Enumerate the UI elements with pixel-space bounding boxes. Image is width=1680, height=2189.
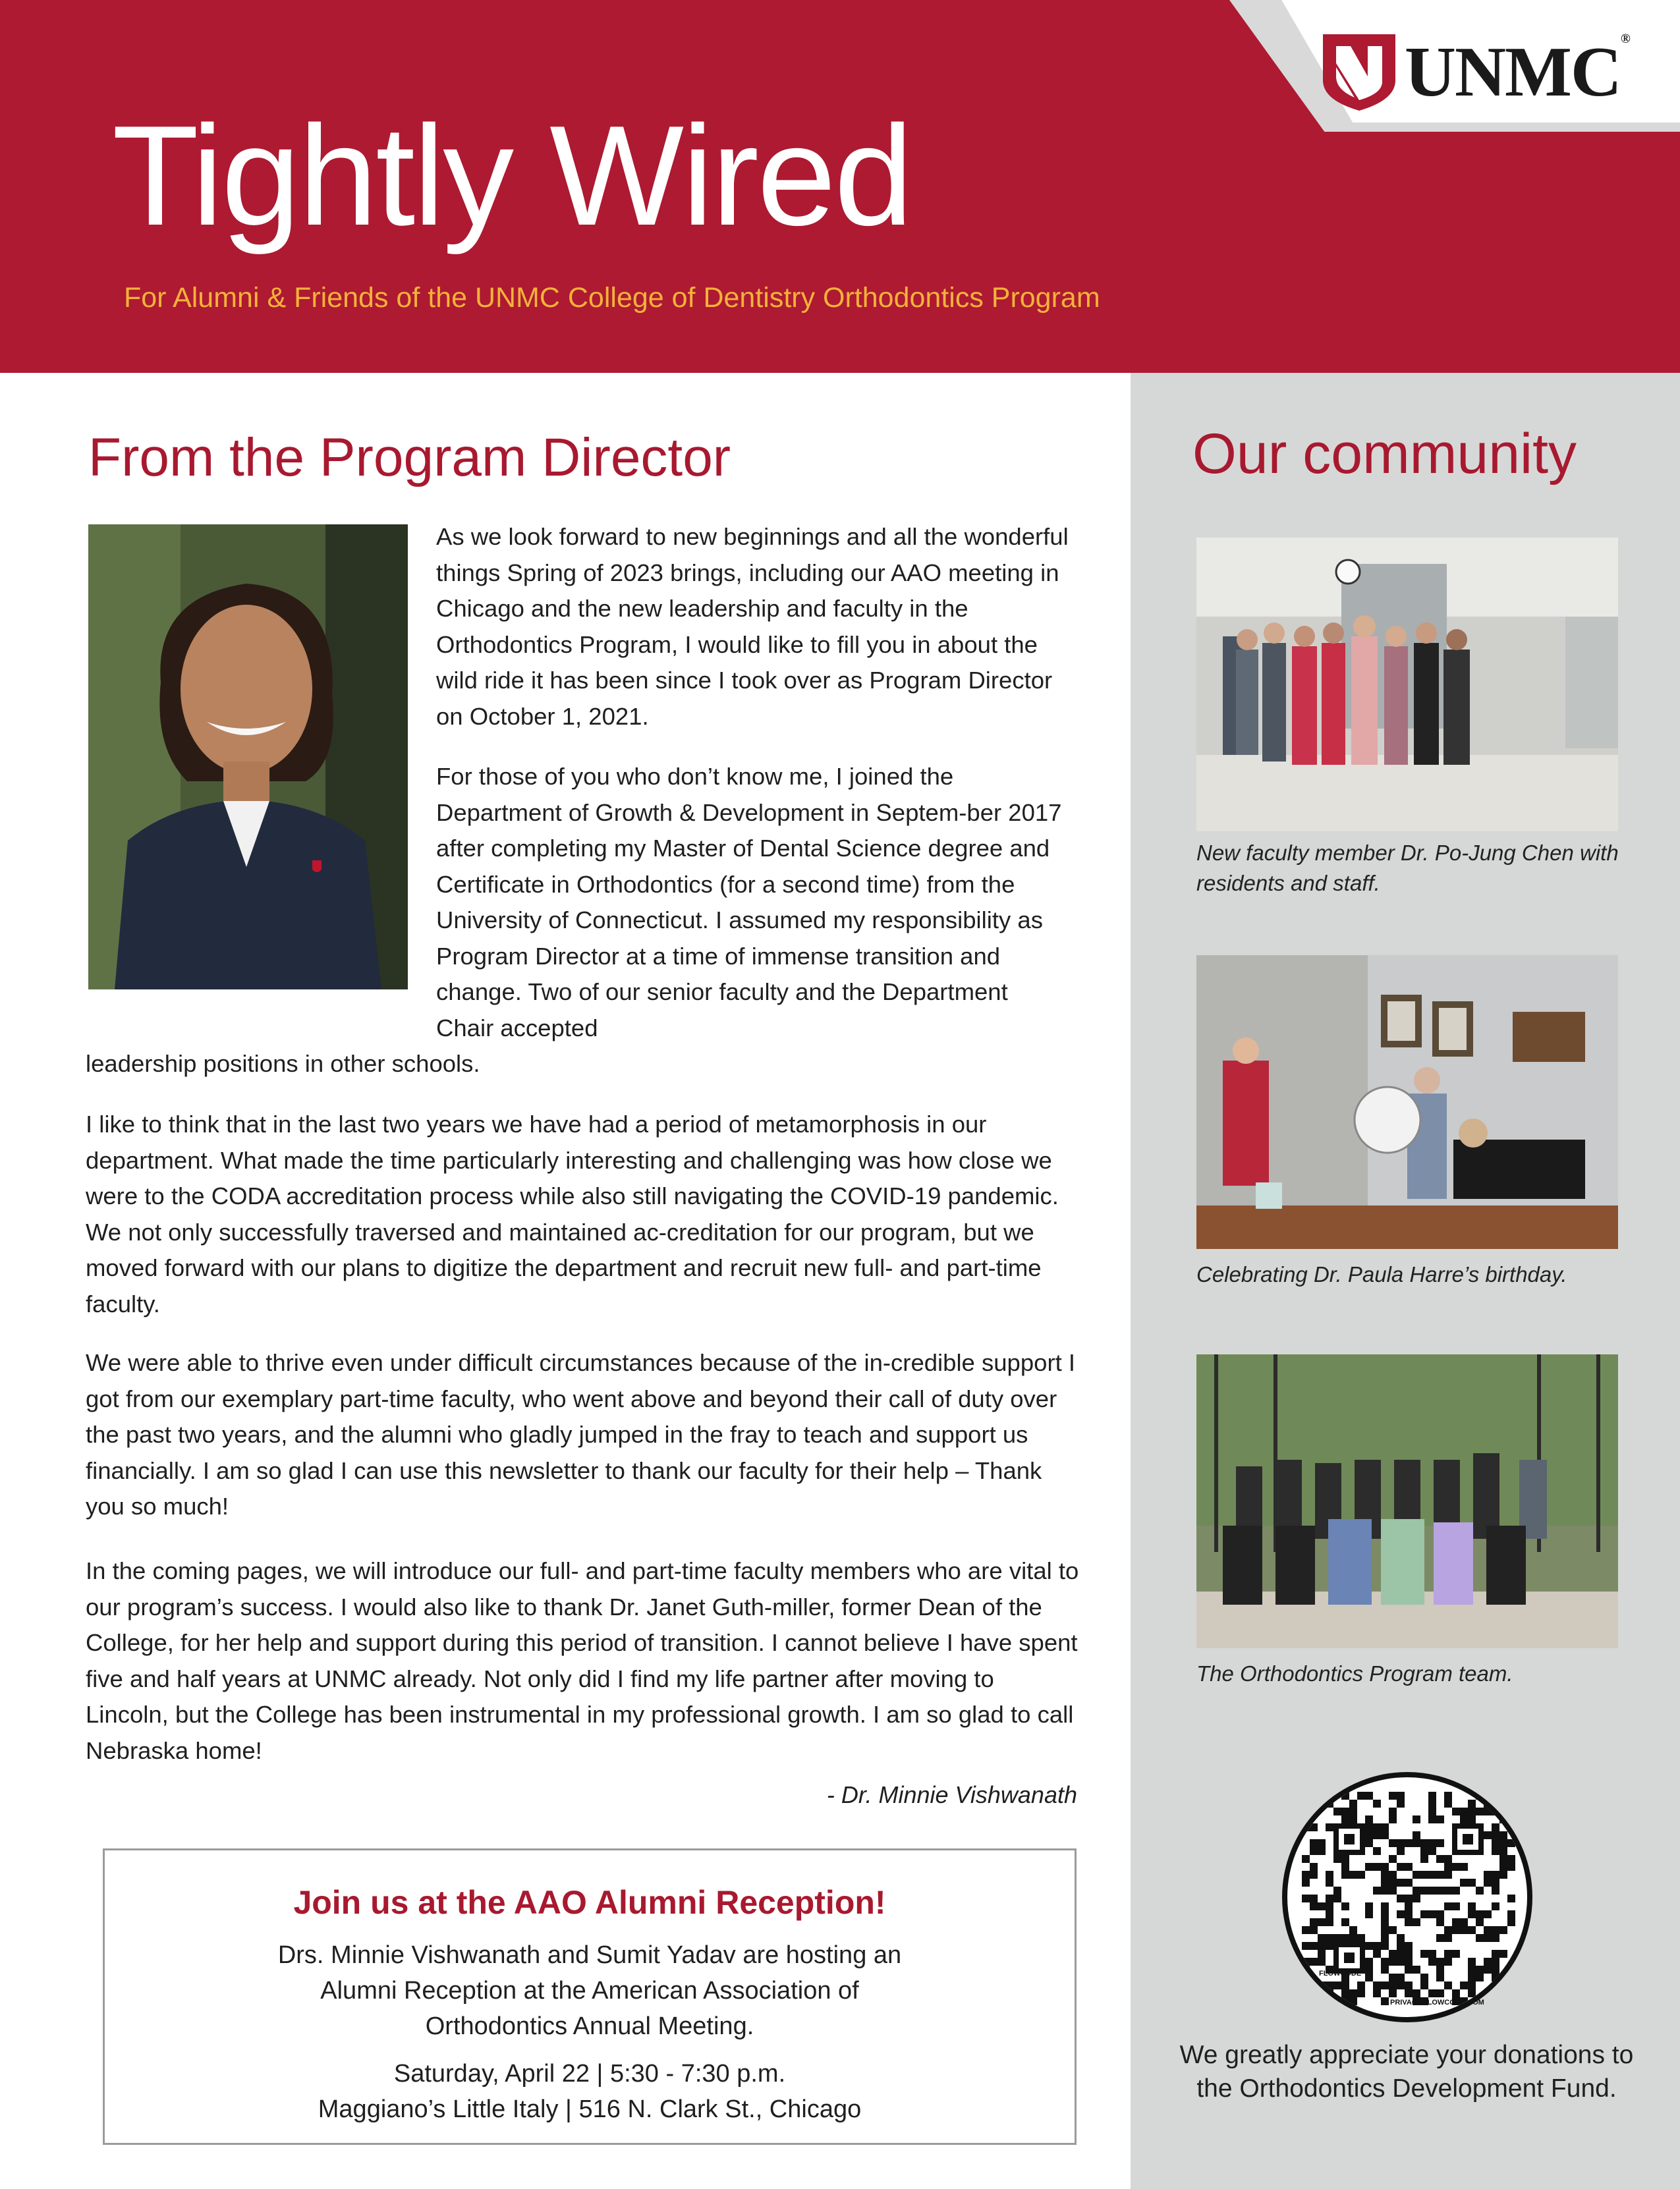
photo-faculty-residents bbox=[1196, 538, 1618, 831]
qr-label-bottom: PRIVACY.FLOWCODE.COM bbox=[1390, 1999, 1484, 2007]
reception-date: Saturday, April 22 | 5:30 - 7:30 p.m. bbox=[393, 2060, 786, 2088]
director-heading: From the Program Director bbox=[88, 428, 731, 487]
logo-wordmark: UNMC® bbox=[1405, 32, 1629, 111]
community-heading: Our community bbox=[1192, 422, 1577, 485]
paragraph-intro: As we look forward to new beginnings and all the wonderful things Spring of 2023 brings, including our AAO meeting in Chicago and the new leadership and faculty in the Orthodontics Program, I would like to fill you in about the wild ride it has been since I took over as Program Director on October 1, 2021. bbox=[436, 523, 1069, 730]
photo-program-team bbox=[1196, 1354, 1618, 1648]
director-portrait bbox=[88, 524, 408, 989]
newsletter-title: Tightly Wired bbox=[112, 96, 912, 255]
photo-birthday bbox=[1196, 955, 1618, 1249]
caption-birthday: Celebrating Dr. Paula Harre’s birthday. bbox=[1196, 1262, 1567, 1287]
reception-details bbox=[105, 2056, 1075, 2127]
qr-pattern-icon bbox=[1287, 1777, 1527, 2017]
caption-program-team: The Orthodontics Program team. bbox=[1196, 1661, 1513, 1686]
donation-qr-code[interactable] bbox=[1282, 1772, 1532, 2022]
reception-location: Maggiano’s Little Italy | 516 N. Clark St., Chicago bbox=[318, 2095, 862, 2123]
director-signature: - Dr. Minnie Vishwanath bbox=[826, 1781, 1077, 1808]
paragraph-closing: In the coming pages, we will introduce our full- and part-time faculty members who are vital to our program’s success. I would also like to thank Dr. Janet Guth-miller, former Dean of the College, for her help and support during this period of transition. I cannot believe I have spent five and half years at UNMC already. Not only did I find my life partner after moving to Lincoln, but the College has been instrumental in my professional growth. I am so glad to call Nebraska home! bbox=[86, 1557, 1079, 1764]
paragraph-background: For those of you who don’t know me, I joined the Department of Growth & Development in Septem-ber 2017 after completing my Master of Dental Science degree and Certificate in Orthodontics (for a second time) from the University of Connecticut. I assumed my responsibility as Program Director at a time of immense transition and change. Two of our senior faculty and the Department Chair accepted bbox=[436, 763, 1062, 1041]
reception-line: Drs. Minnie Vishwanath and Sumit Yadav are hosting an bbox=[277, 1941, 902, 1969]
reception-line: Alumni Reception at the American Association of bbox=[320, 1977, 859, 2005]
aao-reception-box bbox=[103, 1848, 1077, 2145]
caption-faculty-residents: New faculty member Dr. Po-Jung Chen with residents and staff. bbox=[1196, 841, 1619, 895]
unmc-shield-icon bbox=[1323, 34, 1395, 111]
reception-line: Orthodontics Annual Meeting. bbox=[425, 2012, 754, 2040]
unmc-logo[interactable] bbox=[1323, 34, 1629, 111]
reception-heading: Join us at the AAO Alumni Reception! bbox=[293, 1884, 886, 1921]
qr-label-top: FLOWCODE bbox=[1319, 1970, 1362, 1978]
paragraph-metamorphosis: I like to think that in the last two years we have had a period of metamorphosis in our department. What made the time particularly interesting and challenging was how close we were to the CODA accreditation process while also still navigating the COVID-19 pandemic. We not only successfully traversed and maintained ac-creditation for our program, but we moved forward with our plans to digitize the department and recruit new full- and part-time faculty. bbox=[86, 1111, 1059, 1317]
newsletter-subtitle: For Alumni & Friends of the UNMC College of Dentistry Orthodontics Program bbox=[124, 282, 1100, 314]
paragraph-thanks: We were able to thrive even under difficult circumstances because of the in-credible support I got from our exemplary part-time faculty, who went above and beyond their call of duty over the past two years, and the alumni who gladly jumped in the fray to teach and support us financially. I am so glad I can use this newsletter to thank our faculty for their help – Thank you so much! bbox=[86, 1349, 1076, 1520]
donation-text: We greatly appreciate your donations to the Orthodontics Development Fund. bbox=[1179, 2041, 1634, 2103]
paragraph-background-end: leadership positions in other schools. bbox=[86, 1050, 480, 1077]
reception-description bbox=[105, 1937, 1075, 2044]
